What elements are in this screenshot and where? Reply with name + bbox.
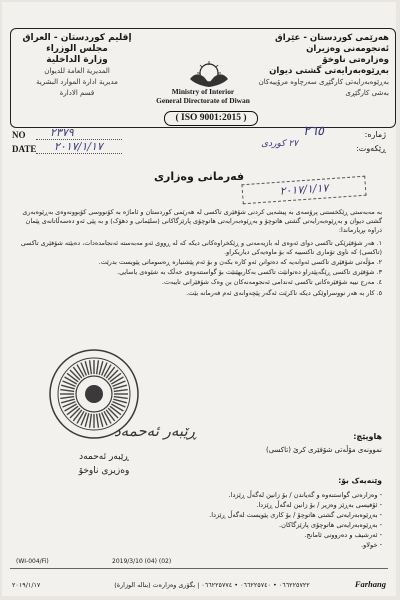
body-intro: بە مەبەستی ڕێکخستنی پرۆسەی بە پیشەیی کردنی شۆفێری تاکسی لە هەرێمی کوردستان و ئاماژە بە کۆنووسی کۆبوونەوەی بەڕێوەبەری گشتی دیوان و بەڕێوەبەرایەتی گشتی هاتوچۆ و بەڕێوەبەرایەتی هاتوچۆی پارێزگاکانی (سلێمانی و دهۆک) و بە پێی ئەو دەسەڵاتانەی پێمان دراوە بڕیارماندا: xyxy=(22,208,382,235)
minister-signature: ڕێبەر ئەحمەد xyxy=(114,422,197,440)
decision-item: ٢. مۆڵەتی شۆفێری تاکسی ئەوانەیە کە دەتوانن ئەو کارە بکەن و بۆ ئەم پێشنیارە ڕەسوماتی پێویست بدرێت. xyxy=(98,258,382,267)
date-value: ٢٠١٧/١/١٧ xyxy=(54,140,103,153)
minister-block xyxy=(64,450,144,478)
number-value: ٢٣٧٩ xyxy=(50,126,74,139)
decision-item: ١. هەر شۆفێرێکی تاکسی دوای ئەوەی لە بازیەمەنی و ڕێکخراوەکانی دیکە کە لە ڕووی ئەو مەبەستە ئەنجامدەدات، دەبێتە شۆفێری تاکسی (تاکسی) کە ناوی تۆماری تاکسییە کە بۆ ماوەیەکی دیاریکراو. xyxy=(20,238,382,256)
decision-item: ٤. مەرج نییە شۆفێرەکانی تاکسی ئەندامی ئەنجومەنەکان بن وەک شۆفێرانی تایبەت. xyxy=(161,278,382,287)
letterhead-arabic xyxy=(17,33,137,99)
arabic-line: مجلس الوزراء xyxy=(46,44,108,54)
document-body xyxy=(18,208,382,299)
form-reference-date: 2019/3/10 (04) (02) xyxy=(112,558,172,565)
copy-recipient: - ئۆفیسی بەڕێز وەزیر / بۆ زانین لەگەڵ ڕێزدا. xyxy=(256,501,382,509)
date-line xyxy=(36,153,122,154)
form-reference: (WI-004/Fi) xyxy=(16,558,49,565)
number-label: NO xyxy=(12,130,26,140)
page-footer xyxy=(12,577,386,597)
copies-list xyxy=(82,490,382,550)
copy-recipient: - بەڕێوەبەرایەتی گشتی هاتوچۆ / بۆ کاری پێویست لەگەڵ ڕێزدا. xyxy=(209,511,382,519)
kurdish-line: هەرێمی کوردستان - عێراق xyxy=(275,33,389,43)
right-date-label: ڕێکەوت: xyxy=(356,144,386,153)
letterhead-kurdish xyxy=(249,33,389,99)
date-label: DATE xyxy=(12,144,37,154)
decision-item: ٥. کار بە هەر نووسراوێکی دیکە ناکرێت ئەگەر پێچەوانەی ئەم فەرمانە بێت. xyxy=(186,288,382,297)
arabic-line: قسم الادارة xyxy=(59,89,95,97)
kurdish-line: ئەنجومەنی وەزیران xyxy=(306,44,389,54)
document-page xyxy=(2,2,396,596)
attachments-text: نموونەی مۆڵەتی شۆفێری کرێ (تاکسی) xyxy=(265,446,382,454)
decision-item: ٣. شۆفێری تاکسی ڕێگەپێدراو دەتوانێت تاکسی بەکاربهێنێت بۆ گواستنەوەی خەڵک بە شێوەی یاسایی. xyxy=(117,268,382,277)
document-title: فەرمانی وەزاری xyxy=(153,170,245,183)
copy-recipient: - وەزارەتی گواستنەوە و گەیاندن / بۆ زانین لەگەڵ ڕێزدا. xyxy=(228,491,382,499)
attachments-heading: هاوپێچ: xyxy=(353,432,382,441)
copies-heading: وێنەیەک بۆ: xyxy=(338,476,382,485)
copy-recipient: - بەڕێوەبەرایەتی هاتوچۆی پارێزگاکان. xyxy=(279,521,382,529)
letterhead xyxy=(10,28,396,128)
received-stamp: ٢٠١٧/١/١٧ xyxy=(241,176,366,205)
copy-recipient: - ئەرشیف و دەروونی ئامانج. xyxy=(304,531,382,539)
iso-badge: ( ISO 9001:2015 ) xyxy=(164,111,258,126)
copy-recipient: - خولاو. xyxy=(361,541,382,549)
arabic-line: وزارة الداخلية xyxy=(46,55,108,65)
arabic-line: إقليم كوردستان - العراق xyxy=(22,33,132,43)
kurdistan-emblem-icon xyxy=(186,59,232,89)
directorate-name: General Directorate of Diwan xyxy=(156,96,250,105)
kurdish-line: بەشی کارگێڕی xyxy=(345,89,389,97)
footer-divider xyxy=(10,568,388,569)
footer-phones: ٠٦٦٢٢٥٧٢٢ • ٠٦٦٢٢٥٧٤٠ • ٠٦٦٢٢٥٧٧٤ | بگۆری وەزارەت (بنالە الوزارة) xyxy=(114,581,310,589)
minister-name: ڕێبەر ئەحمەد xyxy=(79,452,129,462)
kurdish-line: وەزارەتی ناوخۆ xyxy=(322,55,389,65)
footer-date: ٢٠١٩/١/١٧ xyxy=(12,581,41,589)
minister-title: وەزیری ناوخۆ xyxy=(78,466,130,476)
footer-brand: Farhang xyxy=(354,579,386,589)
decision-list xyxy=(18,239,382,298)
right-date-value: ٢٧ کوردی xyxy=(261,139,298,149)
ministry-name: Ministry of Interior xyxy=(171,87,235,96)
arabic-line: المديرية العامة للديوان xyxy=(44,67,110,75)
arabic-line: مديرية ادارة الموارد البشرية xyxy=(36,78,118,86)
right-number-value: ٢٦٥ xyxy=(303,124,324,139)
kurdish-line: بەڕێوەبەرایەتی کارگێڕی سەرچاوە مرۆییەکان xyxy=(258,78,389,86)
letterhead-english xyxy=(151,87,255,105)
kurdish-line: بەڕێوەبەرایەتی گشتی دیوان xyxy=(269,66,389,76)
right-number-label: ژمارە: xyxy=(364,130,386,139)
